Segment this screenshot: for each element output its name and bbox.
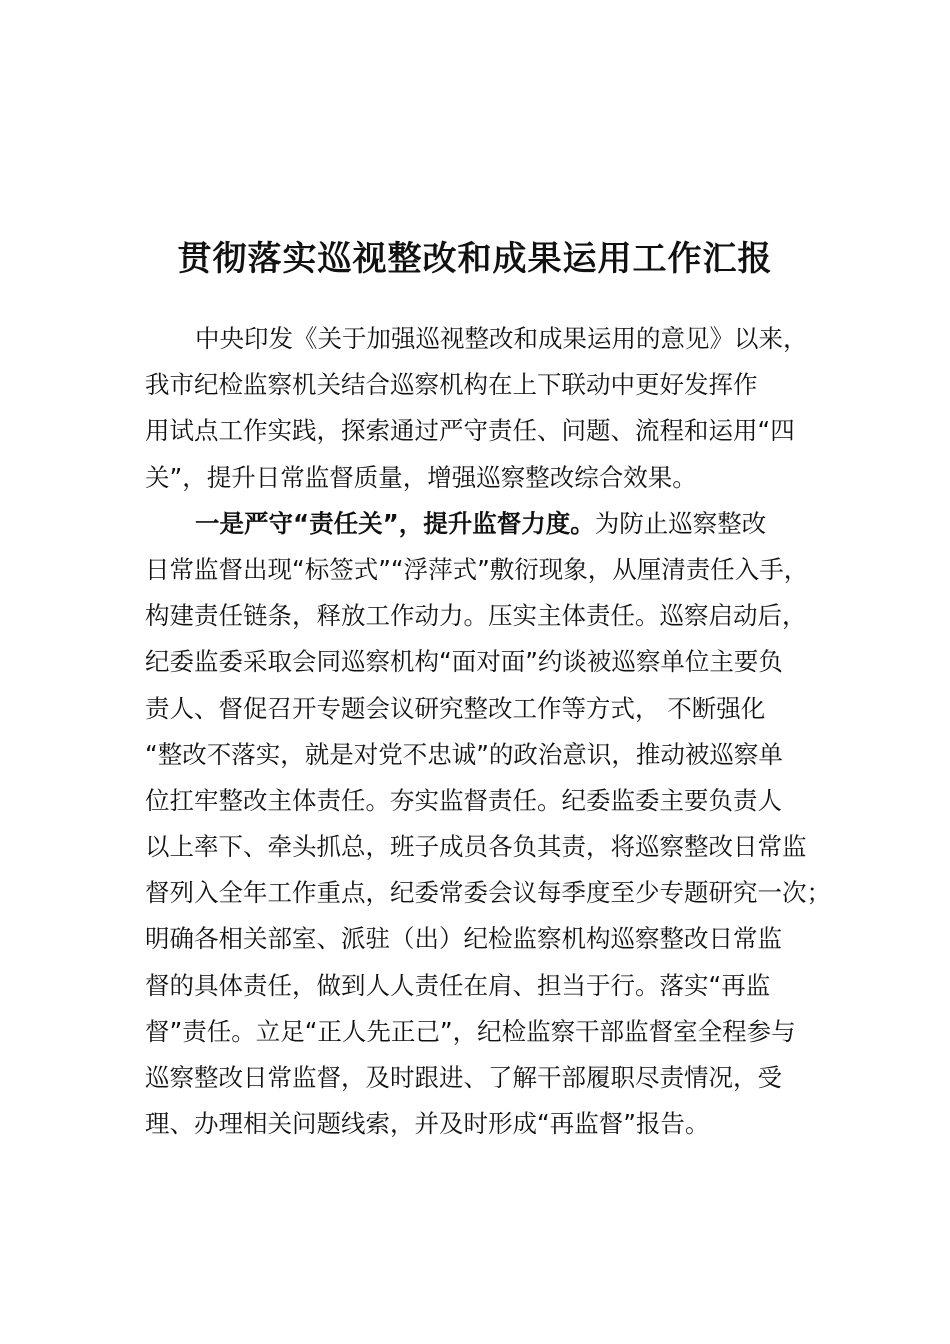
text-line: 理、办理相关问题线索，并及时形成“再监督”报告。 — [145, 1109, 710, 1139]
text-line: 中央印发《关于加强巡视整改和成果运用的意见》以来， — [195, 324, 808, 353]
text-line: 我市纪检监察机关结合巡察机构在上下联动中更好发挥作 — [145, 370, 758, 400]
text-line: “整改不落实，就是对党不忠诚”的政治意识，推动被巡察单 — [145, 739, 783, 769]
text-line: 构建责任链条，释放工作动力。压实主体责任。巡察启动后， — [145, 601, 807, 631]
text-line: 纪委监委采取会同巡察机构“面对面”约谈被巡察单位主要负 — [145, 647, 783, 677]
section-lead-heading: 一是严守“责任关”，提升监督力度。 — [195, 508, 595, 538]
paragraph-1 — [145, 316, 825, 501]
text-line: 关”，提升日常监督质量，增强巡察整改综合效果。 — [145, 462, 697, 492]
text-line: 巡察整改日常监督，及时跟进、了解干部履职尽责情况，受 — [145, 1063, 782, 1092]
text-line: 明确各相关部室、派驻（出）纪检监察机构巡察整改日常监 — [145, 924, 782, 954]
document-title: 贯彻落实巡视整改和成果运用工作汇报 — [177, 239, 773, 279]
document-body — [145, 316, 831, 1147]
paragraph-2 — [145, 501, 831, 1148]
text-line: 督的具体责任，做到人人责任在肩、担当于行。落实“再监 — [145, 970, 771, 1000]
text-line: 日常监督出现“标签式”“浮萍式”敷衍现象，从厘清责任入手， — [145, 554, 809, 584]
text-line: 责人、督促召开专题会议研究整改工作等方式， 不断强化 — [145, 693, 766, 723]
text-line-rest: 为防止巡察整改 — [594, 508, 767, 538]
text-line — [145, 501, 825, 547]
text-line: 督”责任。立足“正人先正己”，纪检监察干部监督室全程参与 — [145, 1016, 796, 1046]
text-line: 位扛牢整改主体责任。夯实监督责任。纪委监委主要负责人 — [145, 785, 782, 815]
text-line: 以上率下、牵头抓总，班子成员各负其责，将巡察整改日常监 — [145, 832, 807, 862]
text-line: 用试点工作实践，探索通过严守责任、问题、流程和运用“四 — [145, 416, 795, 446]
text-line: 督列入全年工作重点，纪委常委会议每季度至少专题研究一次； — [145, 878, 831, 908]
